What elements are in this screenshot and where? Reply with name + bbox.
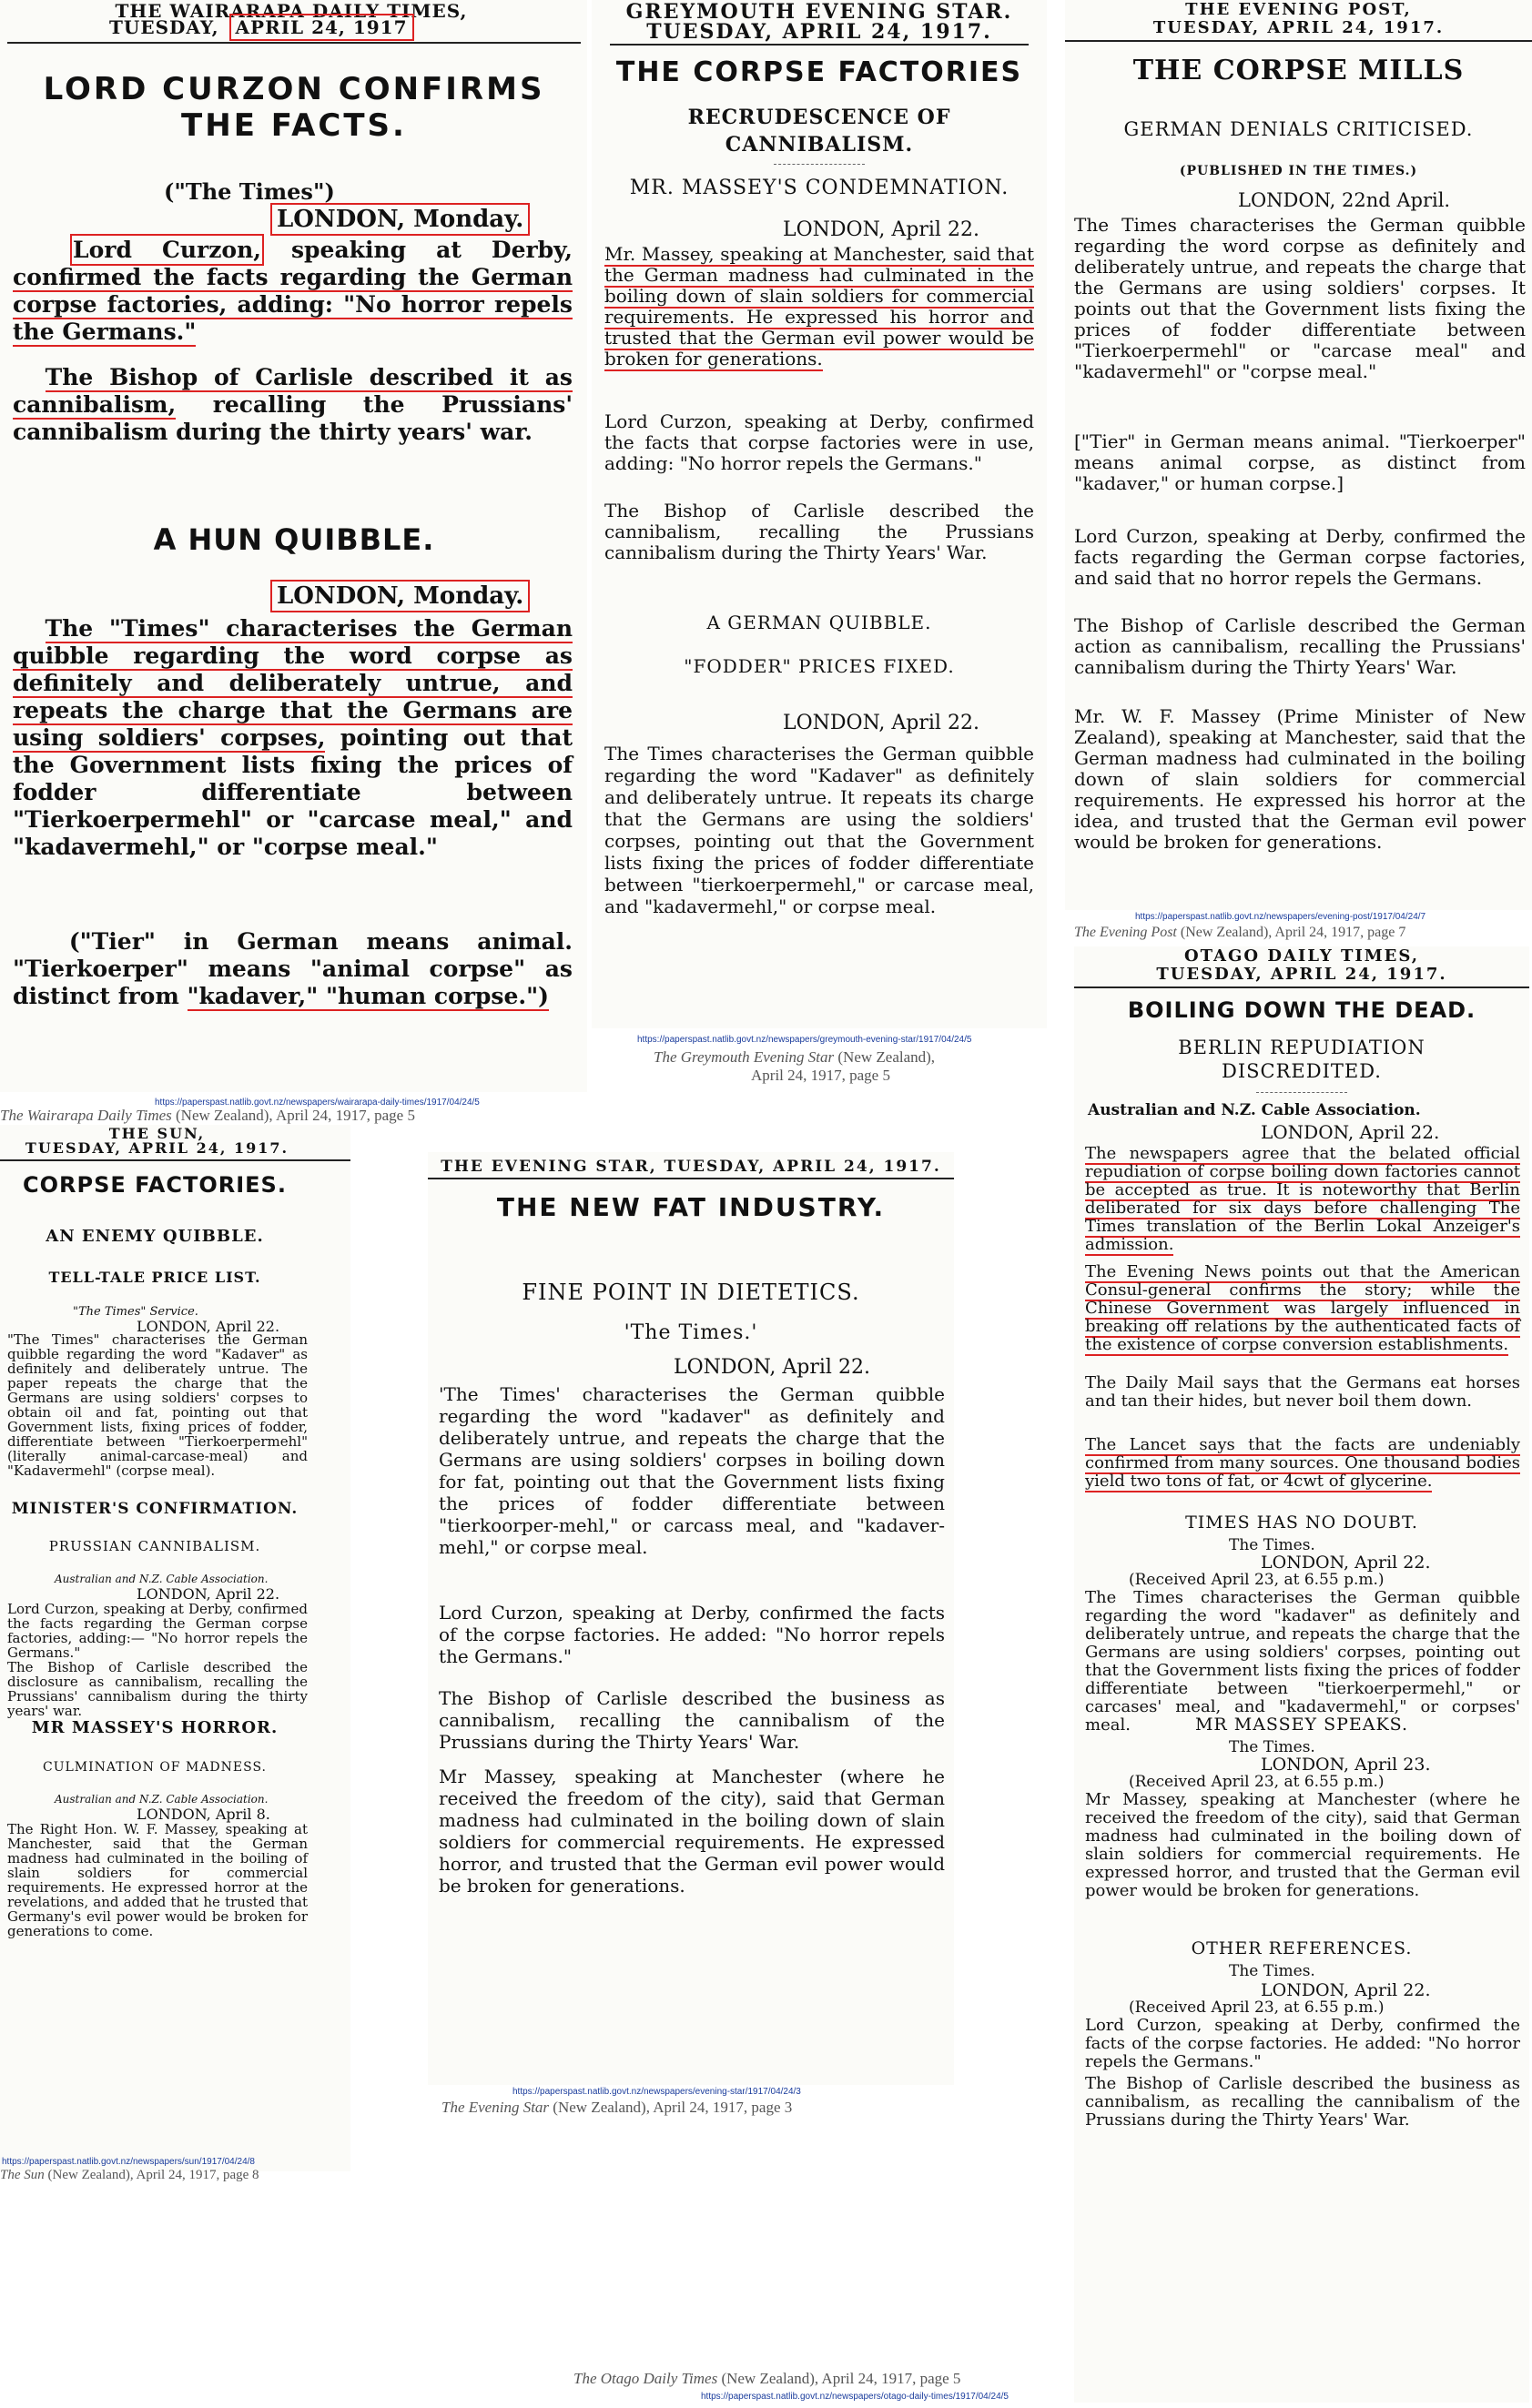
caption-greymouth-line2: April 24, 1917, page 5 [751,1067,890,1084]
paragraph-bishop [13,364,573,446]
paragraph-curzon: Lord Curzon, speaking at Derby, confirmed the facts of the corpse factories. He added: "No horror repels the Germans." [1085,2016,1520,2071]
masthead: THE EVENING STAR, TUESDAY, APRIL 24, 1917. [441,1158,941,1176]
dateline-2: LONDON, April 22. [1261,1553,1431,1573]
masthead-title: THE SUN, [108,1125,206,1142]
caption-evening-post [1074,925,1405,941]
subhead-dietetics: FINE POINT IN DIETETICS. [522,1280,860,1305]
text-quibble-rest: pointing out that the Government lists fixing the prices of fodder differentiate between "Tierkoerpermehl" or "carcase meal," and "kadavermehl," or "corpse meal." [13,724,573,860]
paragraph-times-quibble: "The Times" characterises the German quibble regarding the word "Kadaver" as definitely and deliberately untrue. The paper repeats the charge that the Germans are using soldiers' corpses to obtain oil and fat, pointing out that Government lists, fixing prices of fodder, differentiate between "Tierkoerpermehl" (literally animal-carcase-meal) and "Kadavermehl" (corpse meal). [7,1331,308,1479]
text-curzon-derby: speaking at Derby, [260,237,573,263]
dateline-2: LONDON, Monday. [273,582,527,610]
source-times-4: The Times. [1229,1962,1315,1980]
paragraph-times-quibble: The Times characterises the German quibble regarding the word "kadaver" as definitely and deliberately untrue, and repeats the charge that the Germans are using soldiers' corpses, pointing out that the Government lists fixing the prices of fodder differentiate between "tierkoerpermehl," or carcases' meal, and "kadavermehl," or corpses' meal. [1085,1588,1520,1735]
subhead-denials: GERMAN DENIALS CRITICISED. [1123,118,1474,140]
paragraph-bishop: The Bishop of Carlisle described the German action as cannibalism, recalling the Prussians' cannibalism during the Thirty Years' War. [1074,614,1526,678]
headline-main: BOILING DOWN THE DEAD. [1127,997,1476,1023]
caption-wairarapa [0,1107,415,1125]
byline: ("The Times") [164,178,335,205]
subhead-massey: MR. MASSEY'S CONDEMNATION. [629,177,1009,199]
text-bishop-recalling: recalling the Prussians' cannibalism during the thirty years' war. [13,391,573,445]
paragraph-curzon: Lord Curzon, speaking at Derby, confirmed the facts regarding the German corpse factories, adding:— "No horror repels the Germans." [7,1601,308,1661]
paragraph-curzon: Lord Curzon, speaking at Derby, confirmed the facts that corpse factories were in use, adding: "No horror repels the Germans." [604,410,1034,474]
caption-evening-star-title: The Evening Star [441,2099,550,2116]
paragraph-newspapers-agree [1085,1145,1520,1254]
caption-evening-star-rest: (New Zealand), April 24, 1917, page 3 [549,2099,793,2116]
headline-main: THE NEW FAT INDUSTRY. [496,1192,886,1222]
source-url-evening-post[interactable]: https://paperspast.natlib.govt.nz/newspapers/evening-post/1917/04/24/7 [1135,912,1426,922]
masthead-title: THE WAIRARAPA DAILY TIMES, [115,0,468,22]
subhead-other-references: OTHER REFERENCES. [1191,1938,1413,1958]
subhead-fodder: "FODDER" PRICES FIXED. [684,655,955,677]
masthead-title: GREYMOUTH EVENING STAR. [625,0,1013,24]
text-massey-underlined: Mr. Massey, speaking at Manchester, said that the German madness had culminated in the boiling down of slain soldiers for commercial requirements. He expressed his horror and trusted that the German evil power would be broken for generations. [604,243,1034,369]
source-times-3: The Times. [1229,1738,1315,1756]
paragraph-massey: Mr Massey, speaking at Manchester (where he received the freedom of the city), said that German madness had culminated in the boiling down of slain soldiers for commercial requirements. He expressed horror, and trusted that the German evil power would be broken for generations. [439,1766,945,1897]
clipping-otago [1074,946,1529,2403]
dateline-3: LONDON, April 23. [1261,1755,1431,1775]
caption-wairarapa-rest: (New Zealand), April 24, 1917, page 5 [171,1107,415,1124]
source-times: 'The Times.' [624,1321,758,1344]
text-newspapers-agree: The newspapers agree that the belated official repudiation of corpse boiling down factories cannot be accepted as true. It is noteworthy that Berlin deliberated for six days before challenging The Times translation of the Berlin Lokal Anzeiger's admission. [1085,1144,1520,1254]
paragraph-massey: The Right Hon. W. F. Massey, speaking at Manchester, said that the German madness had culminated in the boiling of slain soldiers for commercial requirements. He expressed horror at the revelations, and added that he trusted that Germany's evil power would be broken for generations to come. [7,1821,308,1939]
source-times-2: The Times. [1229,1536,1315,1554]
paragraph-bishop: The Bishop of Carlisle described the business as cannibalism, recalling the cannibalism of the Prussians during the Thirty Years' War. [439,1687,945,1753]
source-url-sun[interactable]: https://paperspast.natlib.govt.nz/newspapers/sun/1917/04/24/8 [2,2157,255,2167]
caption-greymouth-rest: (New Zealand), [834,1048,936,1066]
clipping-wairarapa [0,0,587,1092]
subhead-culmination: CULMINATION OF MADNESS. [43,1760,267,1775]
dateline: LONDON, April 22. [1261,1121,1440,1143]
dateline-3: LONDON, April 8. [137,1806,270,1823]
subhead-enemy-quibble: AN ENEMY QUIBBLE. [46,1227,264,1246]
caption-otago-title: The Otago Daily Times [573,2370,718,2387]
received-4: (Received April 23, at 6.55 p.m.) [1129,1998,1385,2017]
agency: Australian and N.Z. Cable Association. [1088,1101,1421,1119]
text-lancet: The Lancet says that the facts are undeniably confirmed from many sources. One thousand bodies yield two tons of fat, or 4cwt of glycerine. [1085,1435,1520,1491]
text-bishop-cannibalism: The Bishop of Carlisle described it as cannibalism, [13,364,573,418]
paragraph-times-quibble: 'The Times' characterises the German quibble regarding the word "kadaver" as definitely and deliberately untrue, and repeats the charge that the Germans are using soldiers' corpses in boiling down for fat, pointing out that the Government lists fixing the prices of fodder differentiate between "tierkoorper-mehl," or carcass meal, and "kadaver-mehl," or corpse meal. [439,1383,945,1558]
paragraph-bishop: The Bishop of Carlisle described the cannibalism, recalling the Prussians cannibalism during the Thirty Years' War. [604,500,1034,563]
paragraph-massey [604,244,1034,369]
source-url-greymouth[interactable]: https://paperspast.natlib.govt.nz/newspapers/greymouth-evening-star/1917/04/24/5 [637,1035,972,1045]
subhead-berlin: BERLIN REPUDIATION DISCREDITED. [1178,1037,1425,1082]
clipping-greymouth [592,0,1047,1028]
caption-wairarapa-title: The Wairarapa Daily Times [0,1107,172,1124]
subhead-times-no-doubt: TIMES HAS NO DOUBT. [1185,1513,1418,1533]
clipping-evening-star [428,1152,954,2085]
text-evening-news: The Evening News points out that the American Consul-general confirms the story; while the Chinese Government was largely influenced in breaking off relations by the authenticated facts of the existence of corpse conversion establishments. [1085,1262,1520,1354]
caption-evening-star [441,2099,792,2117]
masthead-date: TUESDAY, APRIL 24, 1917. [610,20,1029,46]
paragraph-lancet [1085,1436,1520,1491]
caption-sun [0,2168,259,2183]
source-url-otago[interactable]: https://paperspast.natlib.govt.nz/newspapers/otago-daily-times/1917/04/24/5 [701,2392,1009,2402]
dateline: LONDON, April 22. [783,218,979,241]
paragraph-times-quibble: The Times characterises the German quibble regarding the word corpse as definitely and deliberately untrue, and repeats the charge that the Germans are using soldiers' corpses. It points out that the Government lists fixing the prices of fodder differentiate between "Tierkoerpermehl" or "carcase meal" and "kadavermehl" or "corpse meal." [1074,214,1526,382]
masthead-date-line [109,16,564,38]
clipping-sun [0,1125,350,2171]
received-3: (Received April 23, at 6.55 p.m.) [1129,1773,1385,1791]
subhead-price-list: TELL-TALE PRICE LIST. [48,1269,261,1286]
text-curzon-name: Lord Curzon, [73,237,261,263]
masthead-date: TUESDAY, APRIL 24, 1917. [1156,965,1447,984]
paragraph-curzon [13,237,573,346]
agency-1: Australian and N.Z. Cable Association. [55,1573,269,1585]
caption-greymouth [654,1048,935,1067]
subhead-cannibalism: PRUSSIAN CANNIBALISM. [48,1538,261,1554]
paragraph-bishop: The Bishop of Carlisle described the disclosure as cannibalism, recalling the Prussians' cannibalism during the thirty years' war. [7,1659,308,1719]
caption-otago-rest: (New Zealand), April 24, 1917, page 5 [717,2370,961,2387]
paragraph-tier-note: ["Tier" in German means animal. "Tierkoerper" means animal corpse, as distinct from "kadaver," or human corpse.] [1074,430,1526,494]
paragraph-tier-note [13,928,573,1010]
paragraph-daily-mail: The Daily Mail says that the Germans eat horses and tan their hides, but never boil them down. [1085,1373,1520,1411]
paragraph-times-quibble [13,615,573,861]
headline-main: THE CORPSE MILLS [1132,55,1465,86]
caption-otago [573,2370,960,2388]
masthead-date: TUESDAY, APRIL 24, 1917. [25,1139,289,1157]
source-url-evening-star[interactable]: https://paperspast.natlib.govt.nz/newspapers/evening-star/1917/04/24/3 [512,2087,801,2097]
dateline-4: LONDON, April 22. [1261,1980,1431,2000]
subhead-massey-speaks: MR MASSEY SPEAKS. [1194,1715,1409,1735]
text-tier-note: ("Tier" in German means animal. "Tierkoerper" means "animal corpse" as distinct from [13,928,573,1009]
dateline: LONDON, Monday. [273,206,527,233]
paragraph-times-quibble: The Times characterises the German quibble regarding the word "Kadaver" as definitely and deliberately untrue. It repeats its charge that the Germans are using the soldiers' corpses, pointing out that the Government lists fixing the prices of fodder differentiate between "tierkoerpermehl," or carcase meal, and "kadavermehl," or corpse meal. [604,743,1034,917]
caption-evening-post-title: The Evening Post [1074,925,1177,940]
source-url-wairarapa[interactable]: https://paperspast.natlib.govt.nz/newspapers/wairarapa-daily-times/1917/04/24/5 [155,1098,480,1108]
paragraph-curzon: Lord Curzon, speaking at Derby, confirmed the facts of the corpse factories. He added: "No horror repels the Germans." [439,1602,945,1667]
headline-main: CORPSE FACTORIES. [23,1172,287,1198]
paragraph-massey: Mr. W. F. Massey (Prime Minister of New Zealand), speaking at Manchester, said that the German madness had culminated in the boiling down of slain soldiers for commercial requirements. He expressed his horror at the idea, and trusted that the German evil power would be broken for generations. [1074,705,1526,853]
clipping-evening-post [1065,0,1532,910]
masthead-title: THE EVENING POST, [1185,0,1412,19]
masthead-date: APRIL 24, 1917 [232,16,411,38]
paragraph-bishop: The Bishop of Carlisle described the business as cannibalism, as recalling the cannibalism of the Prussians during the Thirty Years' War. [1085,2074,1520,2130]
masthead-date: TUESDAY, APRIL 24, 1917. [1152,18,1445,37]
text-kadaver-human: "kadaver," "human corpse.") [187,983,549,1009]
subhead-minister: MINISTER'S CONFIRMATION. [11,1500,299,1518]
masthead-day: TUESDAY, [109,16,219,38]
subhead-german-quibble: A GERMAN QUIBBLE. [706,612,932,633]
paragraph-massey: Mr Massey, speaking at Manchester (where he received the freedom of the city), said that German madness had culminated in the boiling down of slain soldiers for commercial requirements. He expressed horror, and trusted that the German evil power would be broken for generations. [1085,1790,1520,1900]
headline-hun-quibble: A HUN QUIBBLE. [153,522,435,557]
caption-greymouth-title: The Greymouth Evening Star [654,1048,835,1066]
dateline-2: LONDON, April 22. [137,1585,280,1603]
masthead-title: OTAGO DAILY TIMES, [1183,946,1420,966]
subhead-recrudescence: RECRUDESCENCE OF CANNIBALISM. [687,106,951,157]
agency-2: Australian and N.Z. Cable Association. [55,1793,269,1806]
text-quibble-underlined: The "Times" characterises the German quibble regarding the word corpse as definitely and deliberately untrue, and repeats the charge that the Germans are using soldiers' corpses, [13,615,573,751]
paragraph-curzon: Lord Curzon, speaking at Derby, confirmed the facts regarding the German corpse factories, and said that no horror repels the Germans. [1074,525,1526,589]
headline-main: LORD CURZON CONFIRMS THE FACTS. [43,71,545,144]
text-curzon-confirmed: confirmed the facts regarding the German corpse factories, adding: [13,264,573,318]
caption-sun-title: The Sun [0,2168,45,2182]
caption-evening-post-rest: (New Zealand), April 24, 1917, page 7 [1176,925,1406,940]
text-curzon-quote: "No horror repels the Germans." [13,291,573,345]
dateline: LONDON, April 22. [137,1318,280,1335]
published-note: (PUBLISHED IN THE TIMES.) [1179,164,1418,178]
caption-sun-rest: (New Zealand), April 24, 1917, page 8 [44,2168,259,2182]
dateline: LONDON, April 22. [674,1356,870,1379]
service-line: "The Times" Service. [73,1305,198,1319]
paragraph-evening-news [1085,1263,1520,1354]
received-2: (Received April 23, at 6.55 p.m.) [1129,1571,1385,1589]
subhead-massey-horror: MR MASSEY'S HORROR. [31,1718,279,1737]
dateline: LONDON, 22nd April. [1238,189,1451,211]
dateline-2: LONDON, April 22. [783,712,979,734]
headline-main: THE CORPSE FACTORIES [615,56,1023,88]
